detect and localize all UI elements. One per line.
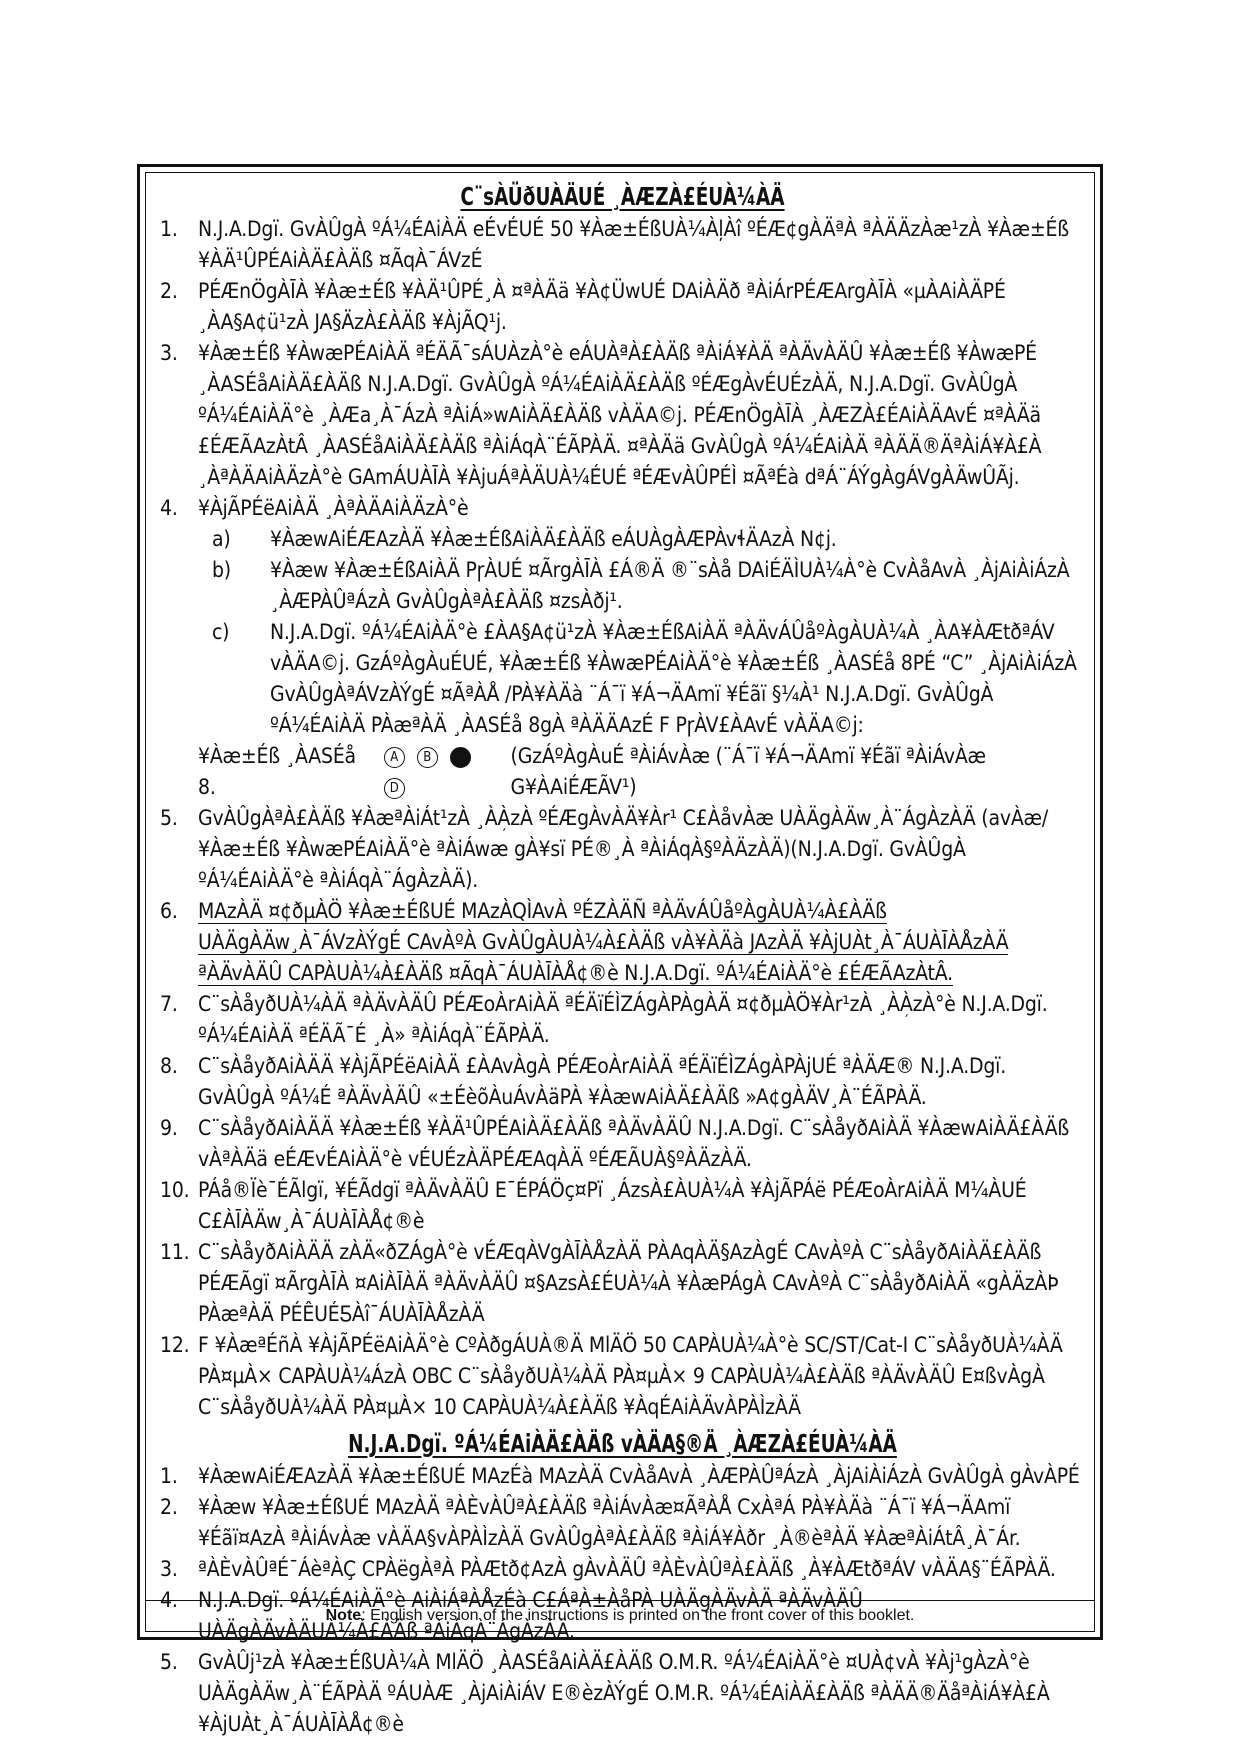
instruction-text: PÁå®Ïè¯ÉÃlgï, ¥ÉÃdgï ªÀÄvÀÄÛ E¯ÉPÁÖç¤Pï ¸ÁzsÀ£ÀUÀ¼À ¥ÀjÃPÁë PÉÆoÀrAiÀÄ M¼ÀUÉ C£ÀĪÀÄw¸À¯ÁUÀĪÀÅ¢®è xyxy=(198,1178,1027,1233)
instruction-number: 6. xyxy=(160,899,178,923)
note-bar xyxy=(145,1600,1095,1632)
sub-label: c) xyxy=(212,620,230,644)
instruction-text: C¨sÀåyðAiÀÄÄ zÀÄ«ðZÁgÀ°è vÉÆqÀVgÀĪÀÅzÀÄ PÀAqÀÄ§AzÀgÉ CAvÀºÀ C¨sÀåyðAiÀÄ£ÀÄß PÉÆÃgï ¤ÃrgÀĪÀ ¤AiÀĪÀÄ ªÀÄvÀÄÛ ¤§AzsÀ£ÉUÀ¼À ¥ÀæPÁgÀ CAvÀºÀ C¨sÀåyðAiÀÄ «gÀÄzÀÞ PÀæªÀÄ PÉÊUÉƼÀî¯ÁUÀĪÀÅzÀÄ xyxy=(198,1240,1059,1326)
instruction-number: 11. xyxy=(160,1240,190,1264)
instruction-text: C¨sÀåyðUÀ¼ÀÄ ªÀÄvÀÄÛ PÉÆoÀrAiÀÄ ªÉÄïÉÌZÁgÀPÀgÀÄ ¤¢ðµÀÖ¥Àr¹zÀ ¸ÀܼÀzÀ°è N.J.A.Dgï. ºÁ¼ÉAiÀÄ ªÉÄÃ¯É ¸À» ªÀiÁqÀ¨ÉÃPÀÄ. xyxy=(198,992,1048,1047)
sub-instruction xyxy=(212,555,1085,617)
instruction-text: N.J.A.Dgï. GvÀÛgÀ ºÁ¼ÉAiÀÄ eÉvÉUÉ 50 ¥Àæ±ÉßUÀ¼ÀļÀî ºÉÆ¢gÀÄªÀ ªÀÄÄzÀæ¹zÀ ¥Àæ±Éß ¥ÀÄ¹ÛPÉAiÀÄ£ÀÄß ¤ÃqÀ¯ÁVzÉ xyxy=(198,217,1069,272)
instruction-item xyxy=(160,276,1085,338)
note-label: Note xyxy=(325,1607,362,1624)
instruction-text: ªÀÈvÀÛªÉ¯ÁèªÀÇ CPÀëgÀªÀ PÀÆtð¢AzÀ gÀvÀÄÛ ªÀÈvÀÛªÀ£ÀÄß ¸À¥ÀÆtðªÁV vÀÄA§¨ÉÃPÀÄ. xyxy=(198,1557,1056,1581)
instruction-number: 1. xyxy=(160,217,178,241)
instruction-item xyxy=(160,1554,1085,1585)
instruction-item xyxy=(160,1113,1085,1175)
instructions-panel xyxy=(160,180,1085,1740)
instruction-number: 2. xyxy=(160,1495,178,1519)
instruction-number: 2. xyxy=(160,279,178,303)
note-text: : English version of the instructions is printed on the front cover of this booklet. xyxy=(361,1607,915,1624)
instruction-number: 5. xyxy=(160,1650,178,1674)
example-note: (GzÁºÀgÀuÉ ªÀiÁvÀæ (¨Á¯ï ¥Á¬ÄAmï ¥Éãï ªÀiÁvÀæ G¥ÀAiÉÆÃV¹) xyxy=(510,744,986,799)
instruction-number: 8. xyxy=(160,1054,178,1078)
sub-text: ¥ÀæwAiÉÆAzÀÄ ¥Àæ±ÉßAiÀÄ£ÀÄß eÁUÀgÀÆPÀvɬÄAzÀ N¢j. xyxy=(270,527,837,551)
instruction-item xyxy=(160,896,1085,989)
instruction-item xyxy=(160,214,1085,276)
instruction-item xyxy=(160,1237,1085,1330)
instructions-heading: C¨sÀÜðUÀÄUÉ ¸ÀÆZÀ£ÉUÀ¼ÀÄ xyxy=(460,182,785,211)
instruction-item xyxy=(160,1647,1085,1740)
instruction-number: 4. xyxy=(160,496,178,520)
instruction-text: GvÀÛj¹zÀ ¥Àæ±ÉßUÀ¼À MlÄÖ ¸ÀASÉåAiÀÄ£ÀÄß O.M.R. ºÁ¼ÉAiÀÄ°è ¤UÀ¢vÀ ¥Àj¹gÀzÀ°è UÀÄgÀÄw¸À¨ÉÃPÀÄ ºÁUÀÆ ¸ÀjAiÀiÁV E®èzÀÝgÉ O.M.R. ºÁ¼ÉAiÀÄ£ÀÄß ªÀÄÄ®ÄåªÀiÁ¥À£À ¥ÀjUÀt¸À¯ÁUÀĪÀÅ¢®è xyxy=(198,1650,1050,1736)
instruction-number: 1. xyxy=(160,1464,178,1488)
sub-instruction xyxy=(212,617,1085,741)
example-answer-row xyxy=(198,741,1085,803)
instruction-item xyxy=(160,803,1085,896)
option-bubble-c: C xyxy=(450,747,471,768)
instruction-number: 12. xyxy=(160,1333,190,1357)
sub-label: a) xyxy=(212,527,231,551)
option-bubble-b: B xyxy=(417,747,438,768)
instruction-item xyxy=(160,338,1085,493)
instruction-text: C¨sÀåyðAiÀÄÄ ¥ÀjÃPÉëAiÀÄ £ÀAvÀgÀ PÉÆoÀrAiÀÄ ªÉÄïÉÌZÁgÀPÀjUÉ ªÀÄÆ® N.J.A.Dgï. GvÀÛgÀ ºÁ¼É ªÀÄvÀÄÛ «±ÉèõÀuÁvÀäPÀ ¥ÀæwAiÀÄ£ÀÄß »A¢gÀÄV¸À¨ÉÃPÀÄ. xyxy=(198,1054,1006,1109)
instruction-number: 4. xyxy=(160,1588,178,1612)
instruction-text: PÉÆnÖgÀĪÀ ¥Àæ±Éß ¥ÀÄ¹ÛPÉ¸À ¤ªÀÄä ¥À¢ÜwUÉ DAiÀÄð ªÀiÁrPÉÆArgÀĪÀ «µÀAiÀÄPÉ ¸ÀA§A¢ü¹zÀ JA§ÄzÀ£ÀÄß ¥ÀjÃQ¹j. xyxy=(198,279,1006,334)
instruction-text: ¥Àæ±Éß ¥ÀwæPÉAiÀÄ ªÉÄÃ¯sÁUÀzÀ°è eÁUÀªÀ£ÀÄß ªÀiÁ¥ÀÄ ªÀÄvÀÄÛ ¥Àæ±Éß ¥ÀwæPÉ ¸ÀASÉåAiÀÄ£ÀÄß N.J.A.Dgï. GvÀÛgÀ ºÁ¼ÉAiÀÄ£ÀÄß ºÉÆgÀvÉUÉzÀÄ, N.J.A.Dgï. GvÀÛgÀ ºÁ¼ÉAiÀÄ°è ¸ÀÆa¸À¯ÁzÀ ªÀiÁ»wAiÀÄ£ÀÄß vÀÄA©j. PÉÆnÖgÀĪÀ ¸ÀÆZÀ£ÉAiÀÄAvÉ ¤ªÀÄä £ÉÆÃAzÀtÂ ¸ÀASÉåAiÀÄ£ÀÄß ªÀiÁqÀ¨ÉÃPÀÄ. ¤ªÀÄä GvÀÛgÀ ºÁ¼ÉAiÀÄ ªÀÄÄ®ÄªÀiÁ¥À£À ¸ÀªÀÄAiÀÄzÀ°è GAmÁUÀĪÀ ¥ÀjuÁªÀÄUÀ¼ÉUÉ ªÉÆvÀÛPÉÌ ¤ÃªÉà dªÁ¨ÁÝgÀgÁVgÀÄwÛÃj. xyxy=(198,341,1042,489)
instruction-item xyxy=(160,1461,1085,1492)
sub-instruction xyxy=(212,524,1085,555)
sub-label: b) xyxy=(212,558,231,582)
instruction-text: ¥ÀæwAiÉÆAzÀÄ ¥Àæ±ÉßUÉ MAzÉà MAzÀÄ CvÀåAvÀ ¸ÀÆPÀÛªÁzÀ ¸ÀjAiÀiÁzÀ GvÀÛgÀ gÀvÀPÉ xyxy=(198,1464,1080,1488)
instruction-text: N.J.A.Dgï. ºÁ¼ÉAiÀÄ°è AiÀiÁªÀÅzÉà C£ÁªÀ±ÀåPÀ UÀÄgÀÄvÀÄ ªÀÄvÀÄÛ UÀÄgÀÄvÀÄUÀ¼À£ÀÄß ªÀiÁqÀ¨ÁgÀzÀÄ. xyxy=(198,1588,863,1643)
instructions-list xyxy=(160,214,1085,1423)
instruction-item xyxy=(160,1175,1085,1237)
sub-text: N.J.A.Dgï. ºÁ¼ÉAiÀÄ°è £ÀA§A¢ü¹zÀ ¥Àæ±ÉßAiÀÄ ªÀÄvÁÛåºÀgÀUÀ¼À ¸ÀA¥ÀÆtðªÁV vÀÄA©j. GzÁºÀgÀuÉUÉ, ¥Àæ±Éß ¥ÀwæPÉAiÀÄ°è ¥Àæ±Éß ¸ÀASÉå 8PÉ “C” ¸ÀjAiÀiÁzÀ GvÀÛgÀªÁVzÀÝgÉ ¤ÃªÀÅ /PÀ¥ÀÄà ¨Á¯ï ¥Á¬ÄAmï ¥Éãï §¼À¹ N.J.A.Dgï. GvÀÛgÀ ºÁ¼ÉAiÀÄ PÀæªÀÄ ¸ÀASÉå 8gÀ ªÀÄÄAzÉ F PɼÀV£ÀAvÉ vÀÄA©j: xyxy=(270,620,1077,737)
instruction-item xyxy=(160,1492,1085,1554)
instruction-item xyxy=(160,493,1085,524)
instruction-number: 3. xyxy=(160,341,178,365)
instruction-number: 7. xyxy=(160,992,178,1016)
instruction-text: MAzÀÄ ¤¢ðµÀÖ ¥Àæ±ÉßUÉ MAzÀQÌAvÀ ºÉZÀÄÑ ªÀÄvÁÛåºÀgÀUÀ¼À£ÀÄß UÀÄgÀÄw¸À¯ÁVzÀÝgÉ CAvÀºÀ GvÀÛgÀUÀ¼À£ÀÄß vÀ¥ÀÄà JAzÀÄ ¥ÀjUÀt¸À¯ÁUÀĪÀÅzÀÄ ªÀÄvÀÄÛ CAPÀUÀ¼À£ÀÄß ¤ÃqÀ¯ÁUÀĪÀÅ¢®è N.J.A.Dgï. ºÁ¼ÉAiÀÄ°è £ÉÆÃAzÀtÂ. xyxy=(198,899,1009,985)
instruction-number: 5. xyxy=(160,806,178,830)
omr-instructions-heading: N.J.A.Dgï. ºÁ¼ÉAiÀÄ£ÀÄß vÀÄA§®Ä ¸ÀÆZÀ£ÉUÀ¼ÀÄ xyxy=(348,1429,897,1458)
instruction-text: C¨sÀåyðAiÀÄÄ ¥Àæ±Éß ¥ÀÄ¹ÛPÉAiÀÄ£ÀÄß ªÀÄvÀÄÛ N.J.A.Dgï. C¨sÀåyðAiÀÄ ¥ÀæwAiÀÄ£ÀÄß vÀªÀÄä eÉÆvÉAiÀÄ°è vÉUÉzÀÄPÉÆAqÀÄ ºÉÆÃUÀ§ºÀÄzÀÄ. xyxy=(198,1116,1070,1171)
instruction-text: F ¥ÀæªÉñÀ ¥ÀjÃPÉëAiÀÄ°è CºÀðgÁUÀ®Ä MlÄÖ 50 CAPÀUÀ¼À°è SC/ST/Cat-I C¨sÀåyðUÀ¼ÀÄ PÀ¤µÀ× CAPÀUÀ¼ÁzÀ OBC C¨sÀåyðUÀ¼ÀÄ PÀ¤µÀ× 9 CAPÀUÀ¼À£ÀÄß ªÀÄvÀÄÛ E¤ßvÀgÀ C¨sÀåyðUÀ¼ÀÄ PÀ¤µÀ× 10 CAPÀUÀ¼À£ÀÄß ¥ÀqÉAiÀÄvÀPÀÌzÀÄ xyxy=(198,1333,1063,1419)
instruction-item xyxy=(160,1051,1085,1113)
option-bubble-a: A xyxy=(384,747,405,768)
instruction-text: GvÀÛgÀªÀ£ÀÄß ¥ÀæªÀiÁt¹zÀ ¸ÀܼÀzÀ ºÉÆgÀvÀÄ¥Àr¹ C£ÀåvÀæ UÀÄgÀÄw¸À¨ÁgÀzÀÄ (avÀæ/¥Àæ±Éß ¥ÀwæPÉAiÀÄ°è ªÀiÁwæ gÀ¥sï PÉ®¸À ªÀiÁqÀ§ºÀÄzÀÄ)(N.J.A.Dgï. GvÀÛgÀ ºÁ¼ÉAiÀÄ°è ªÀiÁqÀ¨ÁgÀzÀÄ). xyxy=(198,806,1049,892)
example-question-number: ¥Àæ±Éß ¸ÀASÉå 8. xyxy=(198,744,356,799)
sub-text: ¥Àæw ¥Àæ±ÉßAiÀÄ PɼÀUÉ ¤ÃrgÀĪÀ £Á®Ä ®¨sÀå DAiÉÄÌUÀ¼À°è CvÀåAvÀ ¸ÀjAiÀiÁzÀ ¸ÀÆPÀÛªÁzÀ GvÀÛgÀªÀ£ÀÄß ¤zsÀðj¹. xyxy=(270,558,1070,613)
instruction-number: 10. xyxy=(160,1178,190,1202)
instruction-number: 9. xyxy=(160,1116,178,1140)
instruction-number: 3. xyxy=(160,1557,178,1581)
instruction-item xyxy=(160,1330,1085,1423)
instruction-item xyxy=(160,989,1085,1051)
option-bubble-d: D xyxy=(384,778,405,799)
instruction-text: ¥ÀjÃPÉëAiÀÄ ¸ÀªÀÄAiÀÄzÀ°è xyxy=(198,496,469,520)
instruction-text: ¥Àæw ¥Àæ±ÉßUÉ MAzÀÄ ªÀÈvÀÛªÀ£ÀÄß ªÀiÁvÀæ¤ÃªÀÅ CxÀªÁ PÀ¥ÀÄà ¨Á¯ï ¥Á¬ÄAmï ¥Éãï¤AzÀ ªÀiÁvÀæ vÀÄA§vÀPÀÌzÀÄ GvÀÛgÀªÀ£ÀÄß ªÀiÁ¥Àðr ¸À®èªÀÄ ¥ÀæªÀiÁtÂ¸À¯Ár. xyxy=(198,1495,1021,1550)
